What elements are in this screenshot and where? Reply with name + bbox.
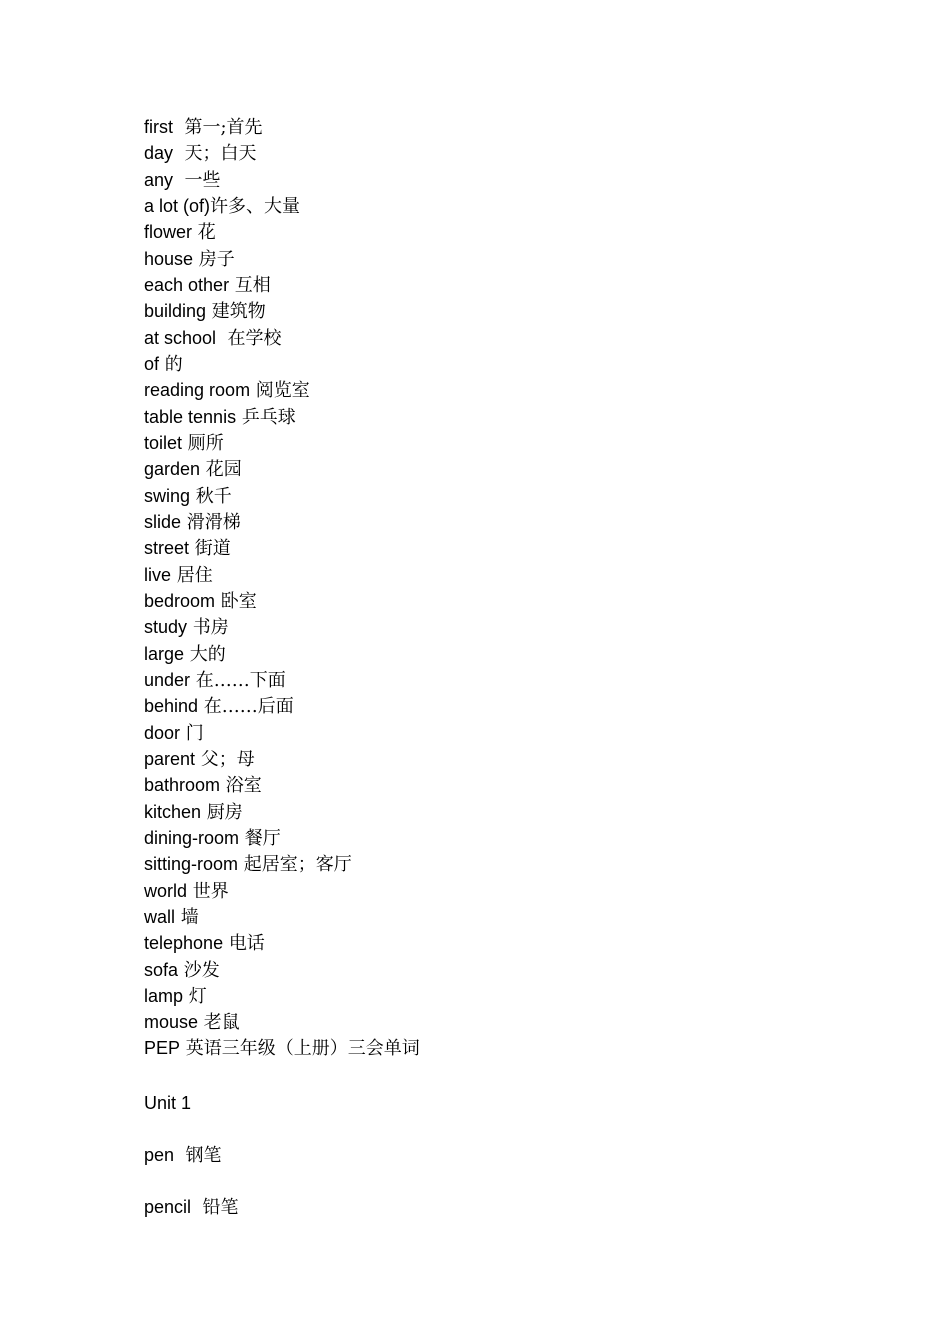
english-word: pencil — [144, 1197, 192, 1217]
chinese-meaning: 一些 — [184, 169, 221, 191]
chinese-meaning: 浴室 — [225, 775, 262, 797]
chinese-meaning: 墙 — [180, 906, 199, 928]
english-word: telephone — [144, 933, 224, 954]
english-word: study — [144, 617, 188, 638]
english-word: toilet — [144, 432, 183, 453]
english-word: of — [144, 353, 160, 374]
vocab-item — [144, 667, 420, 693]
english-word: table tennis — [144, 406, 237, 427]
chinese-meaning: 书房 — [192, 617, 229, 639]
vocab-item — [144, 404, 420, 430]
english-word: kitchen — [144, 801, 202, 822]
chinese-meaning: 在……下面 — [195, 669, 286, 691]
vocab-item — [144, 720, 420, 746]
chinese-meaning: 街道 — [194, 538, 231, 560]
english-word: day — [144, 143, 174, 164]
vocab-item — [144, 904, 420, 930]
vocab-item — [144, 140, 420, 166]
english-word: mouse — [144, 1012, 199, 1033]
english-word: building — [144, 301, 207, 322]
chinese-meaning: 卧室 — [220, 590, 257, 612]
chinese-meaning: 花 — [197, 222, 216, 244]
chinese-meaning: 第一;首先 — [184, 117, 263, 138]
english-word: any — [144, 169, 174, 190]
chinese-meaning: 的 — [164, 353, 183, 375]
chinese-meaning: 滑滑梯 — [186, 511, 241, 533]
vocab-item — [144, 983, 420, 1009]
vocab-item — [144, 878, 420, 904]
chinese-meaning: 老鼠 — [203, 1012, 240, 1034]
chinese-meaning: 门 — [185, 722, 204, 744]
vocab-item — [144, 193, 420, 219]
unit-word — [144, 1142, 222, 1168]
chinese-meaning: 房子 — [198, 248, 235, 270]
english-word: bathroom — [144, 775, 221, 796]
vocab-item — [144, 430, 420, 456]
vocab-item — [144, 614, 420, 640]
chinese-meaning: 许多、大量 — [210, 195, 301, 217]
vocabulary-list — [144, 114, 420, 1062]
vocab-item — [144, 298, 420, 324]
vocab-item — [144, 325, 420, 351]
vocab-item — [144, 509, 420, 535]
english-word: house — [144, 248, 194, 269]
chinese-meaning: 沙发 — [183, 959, 220, 981]
english-word: parent — [144, 748, 196, 769]
vocab-item — [144, 1009, 420, 1035]
vocab-item — [144, 483, 420, 509]
english-word: slide — [144, 511, 182, 532]
english-word: swing — [144, 485, 191, 506]
chinese-meaning: 英语三年级（上册）三会单词 — [185, 1038, 420, 1060]
chinese-meaning: 在学校 — [227, 327, 282, 349]
vocab-item — [144, 746, 420, 772]
english-word: bedroom — [144, 590, 216, 611]
vocab-item — [144, 456, 420, 482]
vocab-item — [144, 246, 420, 272]
english-word: behind — [144, 696, 199, 717]
english-word: sofa — [144, 959, 179, 980]
english-word: door — [144, 722, 181, 743]
english-word: dining-room — [144, 827, 240, 848]
vocab-item — [144, 825, 420, 851]
vocab-item — [144, 957, 420, 983]
vocab-item — [144, 167, 420, 193]
vocab-item — [144, 930, 420, 956]
vocab-item — [144, 799, 420, 825]
vocab-item — [144, 114, 420, 140]
english-word: live — [144, 564, 172, 585]
english-word: a lot (of) — [144, 195, 211, 216]
vocab-item — [144, 588, 420, 614]
chinese-meaning: 秋千 — [195, 485, 232, 507]
english-word: each other — [144, 274, 230, 295]
unit-heading: Unit 1 — [144, 1093, 192, 1113]
vocab-item — [144, 772, 420, 798]
chinese-meaning: 电话 — [228, 933, 265, 955]
vocab-item — [144, 641, 420, 667]
chinese-meaning: 铅笔 — [202, 1197, 239, 1218]
english-word: garden — [144, 459, 201, 480]
english-word: under — [144, 669, 191, 690]
chinese-meaning: 阅览室 — [255, 380, 310, 402]
chinese-meaning: 厕所 — [187, 432, 224, 454]
vocab-item — [144, 851, 420, 877]
chinese-meaning: 互相 — [234, 274, 271, 296]
chinese-meaning: 大的 — [189, 643, 226, 665]
chinese-meaning: 起居室；客厅 — [243, 854, 352, 876]
vocab-item — [144, 272, 420, 298]
english-word: street — [144, 538, 190, 559]
chinese-meaning: 灯 — [188, 985, 207, 1007]
english-word: large — [144, 643, 185, 664]
unit-word — [144, 1194, 238, 1220]
section-title — [144, 1035, 420, 1061]
chinese-meaning: 父；母 — [200, 748, 255, 770]
chinese-meaning: 餐厅 — [244, 827, 281, 849]
vocab-item — [144, 377, 420, 403]
vocab-item — [144, 562, 420, 588]
english-word: wall — [144, 906, 176, 927]
english-word: world — [144, 880, 188, 901]
chinese-meaning: 厨房 — [206, 801, 243, 823]
vocab-item — [144, 219, 420, 245]
chinese-meaning: 天；白天 — [184, 143, 257, 165]
chinese-meaning: 花园 — [205, 459, 242, 481]
chinese-meaning: 钢笔 — [185, 1145, 222, 1166]
chinese-meaning: 世界 — [192, 880, 229, 902]
vocab-item — [144, 535, 420, 561]
chinese-meaning: 居住 — [176, 564, 213, 586]
chinese-meaning: 建筑物 — [211, 301, 266, 323]
english-word: flower — [144, 222, 193, 243]
english-word: reading room — [144, 380, 251, 401]
chinese-meaning: 乒乓球 — [241, 406, 296, 428]
chinese-meaning: 在……后面 — [203, 696, 294, 718]
english-word: lamp — [144, 985, 184, 1006]
english-word: pen — [144, 1145, 175, 1165]
english-word: at school — [144, 327, 217, 348]
english-word: first — [144, 117, 173, 137]
english-word: PEP — [144, 1038, 181, 1059]
english-word: sitting-room — [144, 854, 239, 875]
vocab-item — [144, 351, 420, 377]
vocab-item — [144, 693, 420, 719]
